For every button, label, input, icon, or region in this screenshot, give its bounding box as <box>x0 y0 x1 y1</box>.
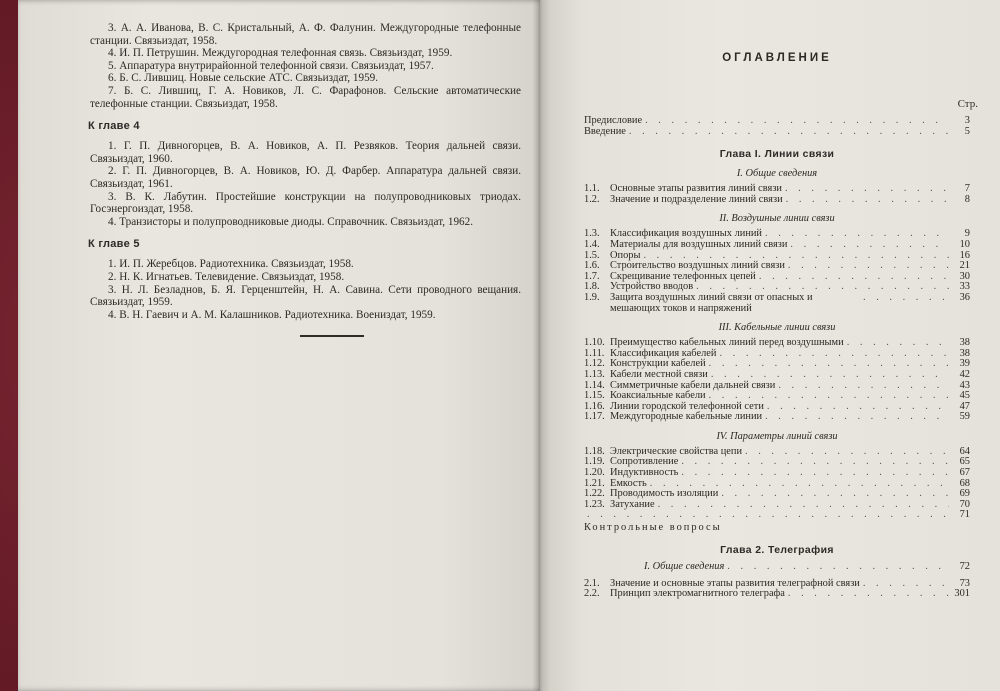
toc-entry-label: Электрические свойства цепи <box>610 445 743 457</box>
toc-entry-number: 1.10. <box>584 337 605 349</box>
reference-item: 5. Аппаратура внутрирайонной телефонной связи. Связьиздат, 1957. <box>108 59 434 72</box>
toc-entry-number: 1.22. <box>584 488 605 500</box>
toc-entry-number: 1.20. <box>584 467 605 479</box>
chapter-5-heading: К главе 5 <box>88 238 140 251</box>
toc-entry-label: Предисловие <box>584 115 643 126</box>
toc-page-number: 65 <box>959 456 970 468</box>
reference-item: 1. И. П. Жеребцов. Радиотехника. Связьиздат, 1958. <box>108 258 354 271</box>
toc-entry-number: 1.13. <box>584 368 605 380</box>
dot-leader <box>785 184 949 195</box>
toc-entry-number: 1.8. <box>584 281 600 293</box>
toc-page-number: 33 <box>959 281 970 293</box>
toc-entry-number: 1.18. <box>584 445 605 457</box>
references-chapter-5 <box>90 258 521 321</box>
toc-entry-label: Преимущество кабельных линий перед воздушными <box>610 337 844 349</box>
toc-entry-label: Принцип электромагнитного телеграфа <box>610 588 785 600</box>
toc-page-number: 8 <box>964 193 970 205</box>
toc-page-number: 9 <box>964 228 970 240</box>
toc-entry-label: Кабели местной связи <box>610 368 708 380</box>
toc-entry-number: 2.1. <box>584 577 600 589</box>
reference-item: 4. И. П. Петрушин. Междугородная телефонная связь. Связьиздат, 1959. <box>108 47 453 60</box>
toc-entry-label: Конструкции кабелей <box>610 358 706 370</box>
dot-leader <box>745 447 949 458</box>
dot-leader <box>711 370 949 381</box>
dot-leader <box>727 562 949 573</box>
toc-entry-label: Материалы для воздушных линий связи <box>610 238 788 250</box>
dot-leader <box>786 195 949 206</box>
dot-leader <box>788 589 949 600</box>
toc-page-number: 5 <box>964 125 970 137</box>
toc-entry-label: Затухание <box>610 498 655 510</box>
toc-entry-label: Междугородные кабельные линии <box>610 411 763 423</box>
toc-page-number: 42 <box>959 368 970 380</box>
dot-leader <box>765 229 949 240</box>
toc-entry-label: Значение и основные этапы развития телеграфной связи <box>610 577 860 589</box>
toc-entry-number: 1.12. <box>584 358 605 370</box>
toc-page-number: 39 <box>959 358 970 370</box>
reference-item: 3. В. К. Лабутин. Простейшие конструкции на полупроводниковых триодах. Госэнергоиздат, 1958. <box>90 190 521 216</box>
toc-page-number: 21 <box>959 260 970 272</box>
reference-item: 3. Н. Л. Безладнов, Б. Я. Герценштейн, Н. А. Савина. Сети проводного вещания. Связьиздат, 1959. <box>90 283 521 309</box>
dot-leader <box>709 359 949 370</box>
section-heading: II. Воздушные линии связи <box>719 213 835 225</box>
toc-page-number: 47 <box>959 400 970 412</box>
toc-entry-label: Индуктивность <box>610 467 679 479</box>
dot-leader <box>721 489 949 500</box>
dot-leader <box>681 468 949 479</box>
section-heading: I. Общие сведения <box>644 561 725 573</box>
left-page <box>18 0 543 691</box>
toc-page-number: 68 <box>959 477 970 489</box>
dot-leader <box>759 272 949 283</box>
toc-entry-label: Симметричные кабели дальней связи <box>610 379 776 391</box>
toc-row <box>584 500 970 511</box>
toc-section-1-rows <box>584 184 970 205</box>
toc-entry-label: Емкость <box>610 477 647 489</box>
toc-row <box>584 562 970 573</box>
dot-leader <box>778 381 949 392</box>
toc-page-number: 38 <box>959 337 970 349</box>
references-top <box>90 22 521 110</box>
toc-entry-number: 1.4. <box>584 238 600 250</box>
toc-row <box>584 195 970 206</box>
toc-entry-label: Устройство вводов <box>610 281 694 293</box>
toc-entry-label: Скрещивание телефонных цепей <box>610 270 756 282</box>
toc-entry-number: 1.2. <box>584 193 600 205</box>
toc-entry-number: 1.3. <box>584 228 600 240</box>
toc-row <box>584 589 970 600</box>
toc-page-number: 64 <box>959 445 970 457</box>
toc-page-number: 71 <box>959 509 970 521</box>
page-column-label: Стр. <box>957 98 978 110</box>
toc-entry-number: 1.5. <box>584 249 600 261</box>
toc-entry-label: Защита воздушных линий связи от опасных и мешающих токов и напряжений <box>610 291 813 314</box>
toc-entry-number: 1.23. <box>584 498 605 510</box>
toc-chapter-2-rows <box>584 579 970 600</box>
toc-page-number: 67 <box>959 467 970 479</box>
toc-page-number: 69 <box>959 488 970 500</box>
dot-leader <box>863 579 949 590</box>
reference-item: 2. Г. П. Дивногорцев, В. А. Новиков, Ю. Д. Фарбер. Аппаратура дальней связи. Связьиздат, 1961. <box>90 165 521 190</box>
chapter-4-heading: К главе 4 <box>88 120 140 133</box>
toc-row <box>584 412 970 423</box>
toc-page-number: 10 <box>959 238 970 250</box>
references-chapter-4 <box>90 140 521 228</box>
toc-entry-number: 1.7. <box>584 270 600 282</box>
reference-item: 6. Б. С. Лившиц. Новые сельские АТС. Связьиздат, 1959. <box>108 72 379 85</box>
dot-leader <box>645 116 949 127</box>
dot-leader <box>658 500 949 511</box>
toc-entry-number: 1.16. <box>584 400 605 412</box>
end-separator-line <box>300 335 364 337</box>
dot-leader <box>790 240 949 251</box>
toc-entry-label: Опоры <box>610 249 641 261</box>
dot-leader <box>765 412 949 423</box>
right-page <box>540 0 1000 691</box>
reference-item: 4. Транзисторы и полупроводниковые диоды. Справочник. Связьиздат, 1962. <box>108 215 474 228</box>
section-heading: III. Кабельные линии связи <box>718 322 836 334</box>
toc-page-number: 43 <box>959 379 970 391</box>
toc-entry-label: Строительство воздушных линий связи <box>610 260 785 272</box>
toc-entry-label: Введение <box>584 125 626 137</box>
section-heading: I. Общие сведения <box>736 168 818 180</box>
toc-page-number: 72 <box>959 561 970 573</box>
toc-entry-number: 1.14. <box>584 379 605 391</box>
toc-section-3-rows <box>584 338 970 423</box>
toc-row <box>584 510 970 521</box>
toc-row <box>584 240 970 251</box>
toc-row <box>584 370 970 381</box>
dot-leader <box>847 338 949 349</box>
toc-entry-number: 1.17. <box>584 411 605 423</box>
toc-row <box>584 116 970 127</box>
toc-entry-label: Классификация кабелей <box>610 347 717 359</box>
dot-leader <box>788 261 949 272</box>
toc-entry-label: Коаксиальные кабели <box>610 390 706 402</box>
book-gutter <box>532 0 550 691</box>
toc-page-number: 301 <box>954 588 970 600</box>
toc-entry-number: 1.9. <box>584 291 600 303</box>
toc-row <box>584 293 970 314</box>
dot-leader <box>629 127 949 138</box>
dot-leader <box>587 510 949 521</box>
toc-entry-number: 1.1. <box>584 183 600 195</box>
reference-item: 7. Б. С. Лившиц, Г. А. Новиков, Л. С. Фарафонов. Сельские автоматические телефонные станции. Связьиздат, 1958. <box>90 84 521 110</box>
toc-page-number: 73 <box>959 577 970 589</box>
dot-leader <box>681 457 949 468</box>
toc-page-number: 7 <box>964 183 970 195</box>
toc-entry-label: Значение и подразделение линий связи <box>610 193 783 205</box>
control-questions: Контрольные вопросы <box>584 522 722 534</box>
toc-section-4-rows <box>584 447 970 511</box>
toc-entry-number: 1.6. <box>584 260 600 272</box>
toc-page-number: 70 <box>959 498 970 510</box>
toc-page-number: 3 <box>964 115 970 126</box>
toc-front-matter <box>584 116 970 137</box>
toc-title: ОГЛАВЛЕНИЕ <box>722 52 832 64</box>
toc-entry-label: Основные этапы развития линий связи <box>610 183 782 195</box>
chapter-2-heading: Глава 2. Телеграфия <box>720 545 834 557</box>
toc-entry-number: 1.19. <box>584 456 605 468</box>
toc-entry-number: 2.2. <box>584 588 600 600</box>
toc-section-2-rows <box>584 229 970 314</box>
reference-item: 1. Г. П. Дивногорцев, В. А. Новиков, А. П. Резвяков. Теория дальней связи. Связьиздат, 1960. <box>90 140 521 165</box>
toc-page-number: 59 <box>959 411 970 423</box>
reference-item: 2. Н. К. Игнатьев. Телевидение. Связьиздат, 1958. <box>108 270 345 283</box>
chapter-1-heading: Глава I. Линии связи <box>719 149 835 161</box>
toc-entry-number: 1.11. <box>584 347 605 359</box>
toc-page-number: 16 <box>959 249 970 261</box>
toc-page-number: 45 <box>959 390 970 402</box>
dot-leader <box>863 293 949 304</box>
toc-entry-label: Проводимость изоляции <box>610 488 719 500</box>
toc-entry-label: Сопротивление <box>610 456 679 468</box>
toc-page-number: 30 <box>959 270 970 282</box>
toc-entry-number: 1.15. <box>584 390 605 402</box>
dot-leader <box>767 402 949 413</box>
toc-row <box>584 127 970 138</box>
toc-page-number: 36 <box>959 291 970 303</box>
toc-entry-number: 1.21. <box>584 477 605 489</box>
reference-item: 4. В. Н. Гаевич и А. М. Калашников. Радиотехника. Воениздат, 1959. <box>108 308 436 321</box>
toc-page-number: 38 <box>959 347 970 359</box>
reference-item: 3. А. А. Иванова, В. С. Кристальный, А. Ф. Фалунин. Междугородные телефонные станции. Связьиздат, 1958. <box>90 22 521 47</box>
dot-leader <box>719 349 949 360</box>
toc-entry-label: Линии городской телефонной сети <box>610 400 764 412</box>
toc-entry-label: Классификация воздушных линий <box>610 228 762 240</box>
section-heading: IV. Параметры линий связи <box>716 430 838 442</box>
